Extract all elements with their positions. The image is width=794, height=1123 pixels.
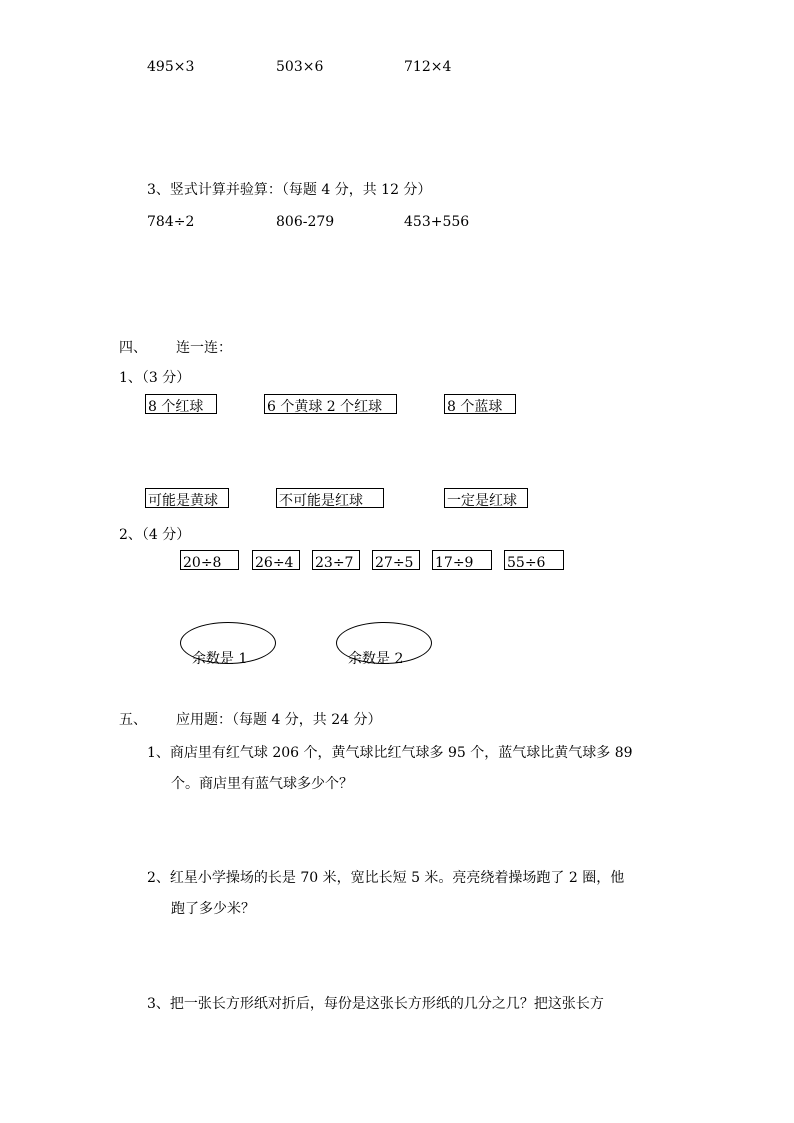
section5-title: 应用题：（每题 4 分，共 24 分） [176,712,382,728]
item3-title: 3、竖式计算并验算：（每题 4 分，共 12 分） [147,182,432,198]
calc-problem: 453+556 [404,214,470,230]
match-box[interactable] [145,488,229,508]
match-box[interactable] [276,488,384,508]
section5-number: 五、 [119,712,147,728]
calc-problem: 806-279 [276,214,335,230]
division-box[interactable] [252,550,300,570]
word-problem-line: 跑了多少米？ [171,901,255,917]
calc-problem: 495×3 [147,59,195,75]
q1-label: 1、（3 分） [119,370,191,386]
division-box-text: 23÷7 [315,555,354,571]
match-box-text: 不可能是红球 [279,493,363,509]
word-problem-line: 2、红星小学操场的长是 70 米，宽比长短 5 米。亮亮绕着操场跑了 2 圈，他 [147,870,625,886]
division-box-text: 17÷9 [435,555,474,571]
match-box-text: 8 个蓝球 [447,399,503,415]
word-problem-line: 3、把一张长方形纸对折后，每份是这张长方形纸的几分之几？把这张长方 [147,996,604,1012]
match-box-text: 可能是黄球 [148,493,218,509]
match-box[interactable] [444,488,528,508]
division-box-text: 55÷6 [507,555,546,571]
division-box[interactable] [504,550,564,570]
remainder-oval-label: 余数是 1 [192,651,248,667]
match-box[interactable] [145,394,217,414]
match-box-text: 8 个红球 [148,399,204,415]
match-box-text: 6 个黄球 2 个红球 [267,399,383,415]
division-box-text: 26÷4 [255,555,294,571]
q2-label: 2、（4 分） [119,527,191,543]
division-box[interactable] [432,550,492,570]
calc-problem: 712×4 [404,59,452,75]
division-box[interactable] [372,550,420,570]
word-problem-line: 个。商店里有蓝气球多少个？ [171,776,353,792]
match-box[interactable] [264,394,397,414]
division-box-text: 27÷5 [375,555,414,571]
section4-number: 四、 [119,340,147,356]
calc-problem: 503×6 [276,59,324,75]
match-box[interactable] [444,394,516,414]
division-box[interactable] [180,550,239,570]
calc-problem: 784÷2 [147,214,195,230]
division-box[interactable] [312,550,360,570]
word-problem-line: 1、商店里有红气球 206 个，黄气球比红气球多 95 个，蓝气球比黄气球多 89 [147,745,633,761]
division-box-text: 20÷8 [183,555,222,571]
remainder-oval-label: 余数是 2 [348,651,404,667]
section4-title: 连一连： [176,340,232,356]
match-box-text: 一定是红球 [447,493,517,509]
